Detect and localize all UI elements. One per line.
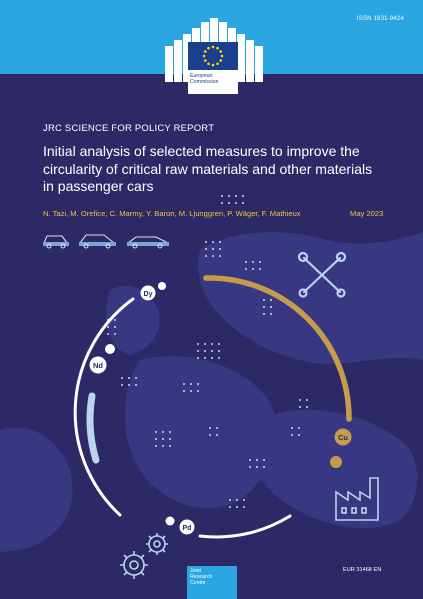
eu-star-icon: [203, 55, 206, 58]
gear-icon: [146, 533, 168, 555]
logo-line2: Commission: [190, 79, 219, 85]
light-blue-arc: [90, 396, 96, 460]
jrc-logo: [187, 566, 237, 599]
car-icon: [127, 237, 169, 248]
jrc-line1: Joint: [190, 568, 201, 574]
gear-icon: [120, 551, 148, 579]
element-badge-dy: [141, 286, 156, 301]
eu-star-icon: [204, 59, 207, 62]
eu-star-icon: [212, 64, 215, 67]
element-badge-cu: [335, 429, 352, 446]
white-arc-bottom: [200, 516, 290, 537]
element-symbol-pd: Pd: [182, 525, 192, 532]
logo-line1: European: [190, 73, 213, 79]
issn: ISSN 1831-9424: [356, 16, 404, 22]
element-badge-nd: [90, 357, 107, 374]
report-number: EUR 31468 EN: [343, 567, 382, 573]
report-title: Initial analysis of selected measures to improve the circularity of critical raw materials and other materials in passenger cars: [43, 143, 373, 194]
report-authors: N. Tazi, M. Orefice, C. Marmy, Y. Baron, M. Ljunggren, P. Wäger, F. Mathieux: [43, 209, 301, 218]
element-badge-pd: [180, 520, 195, 535]
report-series: JRC SCIENCE FOR POLICY REPORT: [43, 123, 215, 134]
eu-star-icon: [204, 50, 207, 53]
eu-star-icon: [216, 47, 219, 50]
eu-star-icon: [219, 50, 222, 53]
eu-star-icon: [207, 62, 210, 65]
car-icon: [79, 235, 116, 248]
eu-star-icon: [212, 46, 215, 49]
car-icon: [43, 236, 69, 248]
report-date: May 2023: [350, 209, 384, 218]
eu-star-icon: [207, 47, 210, 50]
eu-star-icon: [216, 62, 219, 65]
element-symbol-dy: Dy: [143, 291, 153, 298]
element-symbol-nd: Nd: [93, 361, 103, 370]
eu-star-icon: [221, 55, 224, 58]
eu-star-icon: [219, 59, 222, 62]
element-symbol-cu: Cu: [338, 433, 348, 442]
jrc-line2: Research: [190, 573, 213, 580]
jrc-line3: Centre: [190, 579, 206, 586]
